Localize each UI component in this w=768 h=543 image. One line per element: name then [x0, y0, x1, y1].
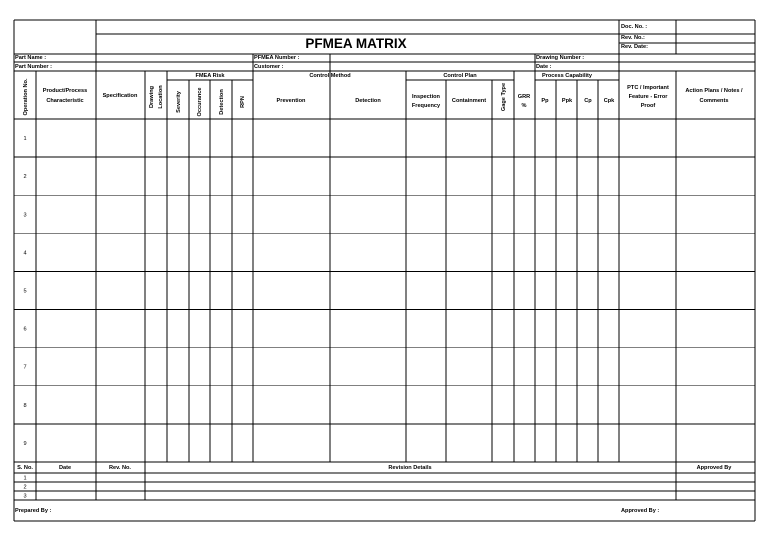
part-number-label: Part Number :	[15, 64, 52, 70]
col-severity: Severity	[176, 91, 182, 113]
revision-row-number: 3	[23, 493, 27, 500]
group-process-capability: Process Capability	[541, 73, 593, 79]
col-inspection-line1: Inspection	[412, 94, 440, 100]
customer-label: Customer :	[254, 64, 284, 70]
rev-col-s-no: S. No.	[17, 465, 33, 471]
col-specification: Specification	[102, 93, 138, 99]
prepared-by-label: Prepared By :	[15, 508, 52, 514]
approved-by-label: Approved By :	[621, 508, 660, 514]
group-control-plan: Control Plan	[443, 73, 477, 79]
rev-no-label: Rev. No.:	[621, 35, 645, 41]
row-number: 1	[23, 136, 27, 143]
col-action-line2: Comments	[699, 98, 729, 104]
col-drawing-location-line1: Drawing	[149, 85, 155, 109]
col-grr-line1: GRR	[517, 94, 531, 100]
col-occurance: Occurance	[197, 87, 203, 117]
col-detection-rating: Detection	[219, 89, 225, 115]
col-operation-no: Operation No.	[23, 78, 29, 116]
col-cp: Cp	[584, 98, 592, 104]
col-ptc-line2: Feature - Error	[628, 94, 668, 100]
col-cpk: Cpk	[603, 98, 615, 104]
col-rpn: RPN	[240, 96, 246, 108]
row-number: 6	[23, 326, 27, 333]
row-number: 2	[23, 174, 27, 181]
rev-col-approved: Approved By	[696, 465, 732, 471]
revision-row-number: 1	[23, 475, 27, 482]
row-number: 5	[23, 288, 27, 295]
revision-row-number: 2	[23, 484, 27, 491]
date-label: Date :	[536, 64, 552, 70]
col-inspection-line2: Frequency	[411, 103, 441, 109]
col-ptc-line3: Proof	[640, 103, 656, 109]
rev-col-rev-no: Rev. No.	[109, 465, 131, 471]
col-grr-line2: %	[521, 103, 527, 109]
col-product-process-line2: Characteristic	[46, 98, 84, 104]
operation-rows	[23, 136, 26, 447]
revision-rows	[23, 476, 26, 500]
rev-col-details: Revision Details	[388, 465, 432, 471]
col-drawing-location-line2: Location	[158, 85, 164, 109]
col-action-line1: Action Plans / Notes /	[685, 88, 743, 94]
row-number: 9	[23, 440, 27, 447]
rev-col-date: Date	[58, 465, 72, 471]
document-title: PFMEA MATRIX	[305, 36, 407, 51]
col-prevention: Prevention	[276, 98, 306, 104]
group-control-method: Control Method	[309, 73, 351, 79]
pfmea-number-label: PFMEA Number :	[254, 55, 300, 61]
group-fmea-risk: FMEA Risk	[195, 73, 225, 79]
col-gage-type: Gage Type	[501, 82, 507, 112]
doc-no-label: Doc. No. :	[621, 24, 648, 30]
row-number: 8	[23, 402, 27, 409]
col-product-process-line1: Product/Process	[42, 88, 88, 94]
col-ppk: Ppk	[561, 98, 573, 104]
col-detection: Detection	[355, 98, 381, 104]
row-number: 4	[23, 250, 27, 257]
part-name-label: Part Name :	[15, 55, 47, 61]
drawing-number-label: Drawing Number :	[536, 55, 585, 61]
row-number: 7	[23, 364, 27, 371]
col-pp: Pp	[541, 98, 549, 104]
col-containment: Containment	[451, 98, 487, 104]
rev-date-label: Rev. Date:	[621, 44, 648, 50]
row-number: 3	[23, 212, 27, 219]
col-ptc-line1: PTC / Important	[627, 85, 669, 91]
